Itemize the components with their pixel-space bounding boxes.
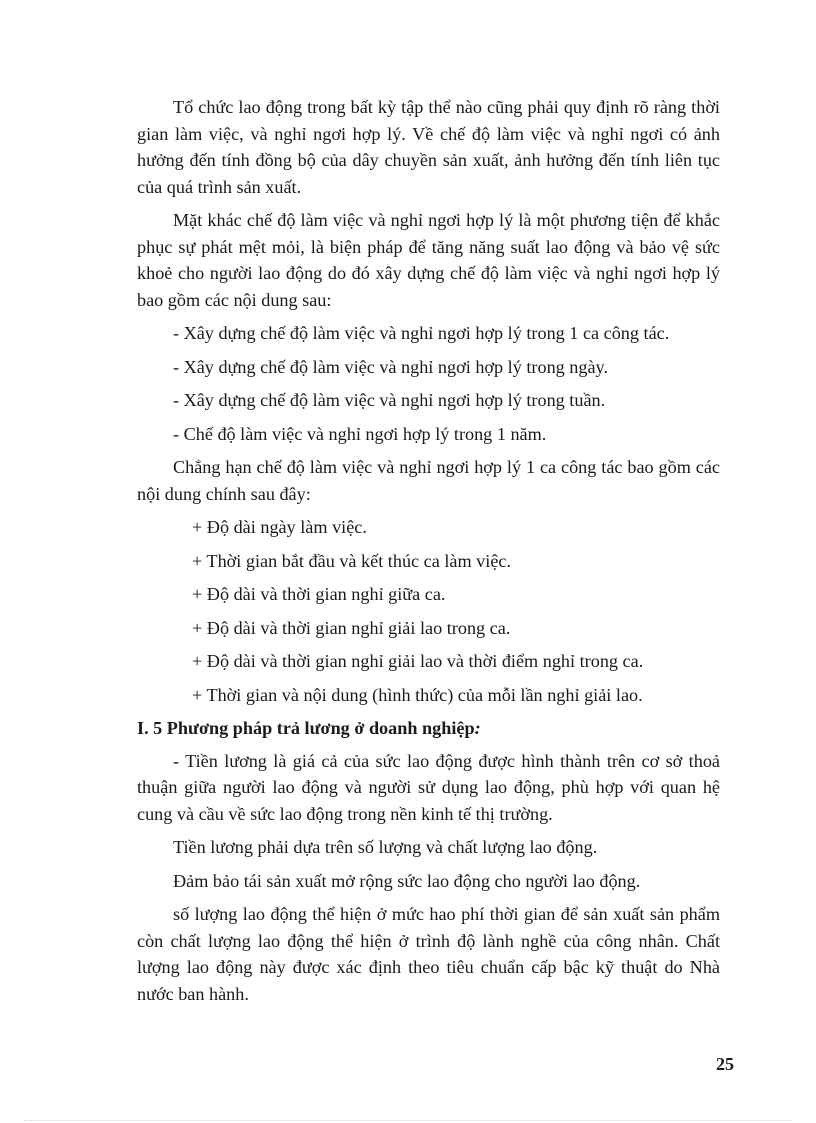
dash-item: - Xây dựng chế độ làm việc và nghỉ ngơi hợp lý trong tuần.	[173, 390, 606, 410]
dash-item: - Xây dựng chế độ làm việc và nghỉ ngơi hợp lý trong 1 ca công tác.	[173, 323, 670, 343]
paragraph-labor-quantity-quality: số lượng lao động thể hiện ở mức hao phí thời gian để sản xuất sản phẩm còn chất lượng lao động thể hiện ở trình độ lành nghề của công nhân. Chất lượng lao động này được xác định theo tiêu chuẩn cấp bậc kỹ thuật do Nhà nước ban hành.	[137, 904, 720, 1004]
paragraph-example-intro: Chẳng hạn chế độ làm việc và nghỉ ngơi hợp lý 1 ca công tác bao gồm các nội dung chính sau đây:	[137, 457, 720, 504]
plus-item: + Độ dài ngày làm việc.	[192, 517, 367, 537]
paragraph-wage-basis: Tiền lương phải dựa trên số lượng và chất lượng lao động.	[173, 837, 598, 857]
plus-item: + Độ dài và thời gian nghỉ giải lao và thời điểm nghỉ trong ca.	[192, 651, 644, 671]
plus-list	[137, 514, 720, 708]
section-heading-text: I. 5 Phương pháp trả lương ở doanh nghiệp	[137, 718, 475, 738]
paragraph-work-time: Tổ chức lao động trong bất kỳ tập thể nào cũng phải quy định rõ ràng thời gian làm việc, và nghỉ ngơi hợp lý. Về chế độ làm việc và nghỉ ngơi có ảnh hưởng đến tính đồng bộ của dây chuyền sản xuất, ảnh hưởng đến tính liên tục của quá trình sản xuất.	[137, 97, 720, 197]
plus-item: + Độ dài và thời gian nghỉ giữa ca.	[192, 584, 446, 604]
plus-item: + Thời gian bắt đầu và kết thúc ca làm việc.	[192, 550, 512, 571]
plus-item: + Độ dài và thời gian nghỉ giải lao trong ca.	[192, 617, 511, 638]
dash-list	[137, 320, 720, 447]
paragraph-wage-definition: - Tiền lương là giá cả của sức lao động được hình thành trên cơ sở thoả thuận giữa người lao động và người sử dụng lao động, phù hợp với quan hệ cung và cầu về sức lao động trong nền kinh tế thị trường.	[137, 750, 720, 824]
page-number: 25	[716, 1054, 734, 1074]
document-body	[137, 94, 720, 1014]
section-heading-colon: :	[474, 718, 481, 738]
footer-divider	[24, 1120, 792, 1121]
dash-item: - Xây dựng chế độ làm việc và nghỉ ngơi hợp lý trong ngày.	[173, 356, 609, 377]
section-heading	[137, 715, 720, 742]
paragraph-reproduction: Đảm bảo tái sản xuất mở rộng sức lao động cho người lao động.	[173, 870, 641, 891]
plus-item: + Thời gian và nội dung (hình thức) của mỗi lần nghỉ giải lao.	[192, 684, 643, 705]
dash-item: - Chế độ làm việc và nghỉ ngơi hợp lý trong 1 năm.	[173, 423, 547, 444]
paragraph-rest-regime: Mặt khác chế độ làm việc và nghỉ ngơi hợp lý là một phương tiện để khắc phục sự phát mệt mỏi, là biện pháp để tăng năng suất lao động và bảo vệ sức khoẻ cho người lao động do đó xây dựng chế độ làm việc và nghỉ ngơi hợp lý bao gồm các nội dung sau:	[137, 210, 720, 310]
